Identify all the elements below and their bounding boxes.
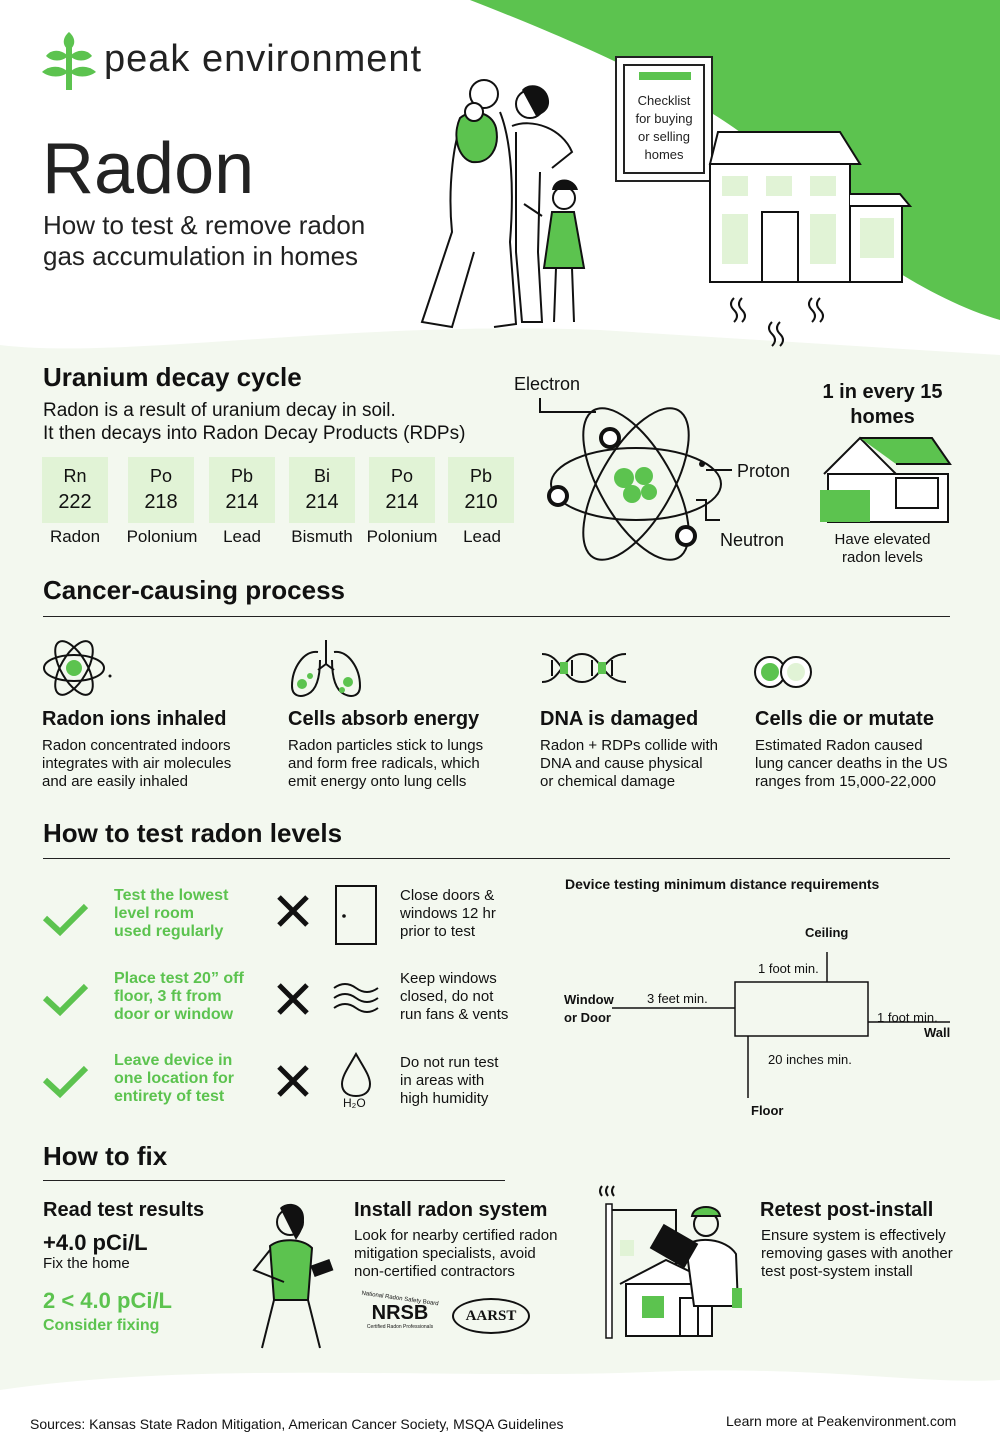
page-subtitle: How to test & remove radon gas accumulation in homes <box>43 210 366 271</box>
x-mark-icon <box>276 894 310 928</box>
distance-diagram <box>560 950 955 1100</box>
checkmark-icon <box>42 982 90 1018</box>
fix-divider <box>43 1180 505 1181</box>
airflow-icon <box>332 980 382 1016</box>
homes-stat-caption: Have elevated radon levels <box>834 531 931 566</box>
element-name-lead: Lead <box>223 527 261 546</box>
brand-name: peak environment <box>104 38 423 80</box>
atom-icon <box>536 396 736 576</box>
element-name-polonium-2: Polonium <box>366 527 438 546</box>
x-mark-icon <box>276 1064 310 1098</box>
house-illustration <box>700 128 915 353</box>
element-box-pb214: Pb 214 <box>209 457 275 523</box>
window-door-label: Window or Door <box>564 992 614 1025</box>
dont-item-1: Close doors & windows 12 hr prior to test <box>400 887 496 940</box>
element-box-po214: Po 214 <box>369 457 435 523</box>
floor-label: Floor <box>751 1103 784 1118</box>
element-box-bi214: Bi 214 <box>289 457 355 523</box>
proton-label: Proton <box>737 461 791 481</box>
cancer-step-4: Cells die or mutate Estimated Radon caused lung cancer deaths in the US ranges from 15,000-22,000 <box>755 708 948 790</box>
level-high-action: Fix the home <box>43 1255 130 1272</box>
ceiling-min-label: 1 foot min. <box>758 961 819 976</box>
element-name-lead-2: Lead <box>463 527 501 546</box>
install-description: Look for nearby certified radon mitigation specialists, avoid non-certified contractors <box>354 1227 558 1280</box>
dont-item-3: Do not run test in areas with high humidity <box>400 1054 499 1107</box>
door-icon <box>334 884 378 946</box>
checklist-card: Checklist for buying or selling homes <box>615 56 713 182</box>
page-title: Radon <box>42 129 255 209</box>
retest-title: Retest post-install <box>760 1199 934 1221</box>
x-mark-icon <box>276 982 310 1016</box>
aarst-logo: AARST <box>452 1298 530 1334</box>
level-medium-value: 2 < 4.0 pCi/L <box>43 1288 172 1313</box>
cancer-step-1: Radon ions inhaled Radon concentrated indoors integrates with air molecules and are easily inhaled <box>42 708 232 790</box>
retest-description: Ensure system is effectively removing gases with another test post-system install <box>761 1227 953 1280</box>
ceiling-label: Ceiling <box>805 925 849 940</box>
worker-house-illustration <box>596 1180 756 1340</box>
wall-min-label: 1 foot min. <box>877 1010 938 1025</box>
learn-more-link[interactable]: Learn more at Peakenvironment.com <box>726 1413 957 1429</box>
sources-text: Sources: Kansas State Radon Mitigation, American Cancer Society, MSQA Guidelines <box>30 1416 564 1432</box>
water-drop-icon <box>338 1052 376 1098</box>
h2o-label: H₂O <box>343 1096 366 1110</box>
element-name-polonium: Polonium <box>126 527 198 546</box>
homes-stat: 1 in every 15 homes <box>822 381 943 428</box>
level-medium-action: Consider fixing <box>43 1317 160 1334</box>
wall-label: Wall <box>924 1025 951 1040</box>
do-item-1: Test the lowest level room used regularly <box>114 887 229 940</box>
neutron-label: Neutron <box>720 530 785 550</box>
element-name-radon: Radon <box>49 527 101 546</box>
read-results-title: Read test results <box>43 1199 205 1221</box>
cancer-step-3: DNA is damaged Radon + RDPs collide with DNA and cause physical or chemical damage <box>540 708 719 790</box>
element-box-po218: Po 218 <box>128 457 194 523</box>
woman-phone-illustration <box>240 1200 340 1350</box>
plant-logo-icon <box>40 28 98 92</box>
do-item-2: Place test 20” off floor, 3 ft from door or window <box>114 970 244 1023</box>
window-min-label: 3 feet min. <box>647 991 708 1006</box>
family-illustration <box>412 72 612 334</box>
distance-title: Device testing minimum distance requirements <box>565 876 880 892</box>
house-garage-icon <box>816 434 952 524</box>
element-name-bismuth: Bismuth <box>291 527 353 546</box>
level-high-value: +4.0 pCi/L <box>43 1230 148 1255</box>
dna-icon <box>538 646 630 690</box>
nrsb-logo: National Radon Safety Board NRSB Certified Radon Professionals <box>361 1290 439 1330</box>
cancer-heading: Cancer-causing process <box>43 575 346 605</box>
fix-heading: How to fix <box>43 1141 168 1171</box>
floor-min-label: 20 inches min. <box>768 1052 852 1067</box>
cells-icon <box>752 654 816 690</box>
element-box-pb210: Pb 210 <box>448 457 514 523</box>
dont-item-2: Keep windows closed, do not run fans & vents <box>400 970 509 1023</box>
test-divider <box>43 858 950 859</box>
radon-atom-icon <box>40 636 114 700</box>
uranium-heading: Uranium decay cycle <box>43 362 302 392</box>
do-item-3: Leave device in one location for entirety of test <box>114 1052 234 1105</box>
test-heading: How to test radon levels <box>43 818 343 848</box>
checkmark-icon <box>42 1064 90 1100</box>
cancer-divider <box>43 616 950 617</box>
checkmark-icon <box>42 902 90 938</box>
uranium-description: Radon is a result of uranium decay in soil. It then decays into Radon Decay Products (RDPs) <box>43 400 466 444</box>
electron-label: Electron <box>514 374 581 394</box>
install-title: Install radon system <box>354 1199 548 1221</box>
cancer-step-2: Cells absorb energy Radon particles stick to lungs and form free radicals, which emit energy onto lung cells <box>288 708 484 790</box>
lungs-icon <box>286 638 366 702</box>
element-box-rn222: Rn 222 <box>42 457 108 523</box>
